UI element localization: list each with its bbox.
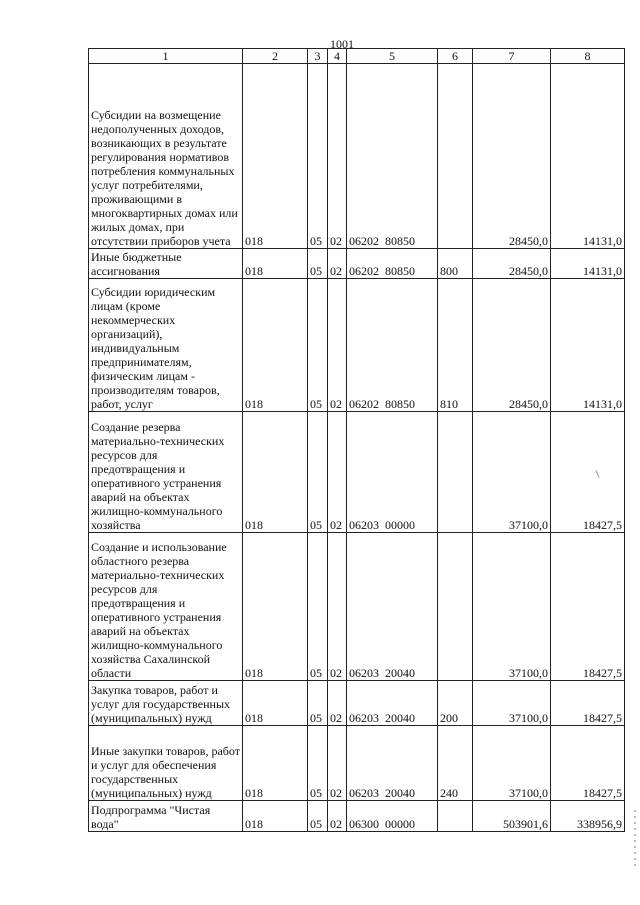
row-amount-1: 28450,0 (473, 279, 551, 412)
header-cell: 6 (438, 49, 473, 64)
row-article: 06202 80850 (347, 249, 438, 279)
row-amount-2: 338956,9 (551, 801, 625, 832)
header-cell: 3 (308, 49, 328, 64)
row-amount-1: 37100,0 (473, 726, 551, 801)
row-subsection: 02 (328, 249, 347, 279)
row-section: 05 (308, 726, 328, 801)
row-amount-1: 28450,0 (473, 64, 551, 249)
row-amount-2: 14131,0 (551, 249, 625, 279)
header-cell: 5 (347, 49, 438, 64)
row-ministry: 018 (243, 801, 308, 832)
row-expense-type (438, 533, 473, 681)
row-section: 05 (308, 412, 328, 533)
row-subsection: 02 (328, 412, 347, 533)
row-ministry: 018 (243, 279, 308, 412)
row-amount-1: 37100,0 (473, 412, 551, 533)
row-amount-2: 18427,5 (551, 533, 625, 681)
row-article: 06300 00000 (347, 801, 438, 832)
header-cell: 1 (89, 49, 243, 64)
row-ministry: 018 (243, 726, 308, 801)
row-subsection: 02 (328, 726, 347, 801)
row-name: Создание резерва материально-технических ресурсов для предотвращения и оперативного устранения аварий на объектах жилищно-коммунального хозяйства (89, 412, 243, 533)
row-article: 06202 80850 (347, 279, 438, 412)
table-row (89, 249, 625, 279)
table-row (89, 412, 625, 533)
row-section: 05 (308, 801, 328, 832)
row-amount-2: 14131,0 (551, 279, 625, 412)
row-section: 05 (308, 249, 328, 279)
row-expense-type: 800 (438, 249, 473, 279)
header-cell: 2 (243, 49, 308, 64)
table-row (89, 533, 625, 681)
table-header-row (89, 49, 625, 64)
header-cell: 4 (328, 49, 347, 64)
row-amount-2: 14131,0 (551, 64, 625, 249)
scan-edge-artifact (634, 810, 636, 870)
page-number-text: 1001 (330, 37, 354, 51)
row-name: Иные бюджетные ассигнования (89, 249, 243, 279)
row-expense-type: 200 (438, 681, 473, 726)
row-subsection: 02 (328, 533, 347, 681)
row-ministry: 018 (243, 681, 308, 726)
row-subsection: 02 (328, 279, 347, 412)
row-expense-type (438, 412, 473, 533)
row-name: Иные закупки товаров, работ и услуг для обеспечения государственных (муниципальных) нужд (89, 726, 243, 801)
header-cell: 7 (473, 49, 551, 64)
table-row (89, 801, 625, 832)
row-name: Создание и использование областного резерва материально-технических ресурсов для предотвращения и оперативного устранения аварий на объектах жилищно-коммунального хозяйства Сахалинской области (89, 533, 243, 681)
row-name: Субсидии юридическим лицам (кроме некоммерческих организаций), индивидуальным предпринимателям, физическим лицам - производителям товаров, работ, услуг (89, 279, 243, 412)
row-subsection: 02 (328, 681, 347, 726)
row-name: Закупка товаров, работ и услуг для государственных (муниципальных) нужд (89, 681, 243, 726)
table-row (89, 279, 625, 412)
row-amount-2: 18427,5 (551, 412, 625, 533)
row-expense-type (438, 801, 473, 832)
row-amount-1: 28450,0 (473, 249, 551, 279)
row-article: 06203 20040 (347, 726, 438, 801)
row-expense-type: 810 (438, 279, 473, 412)
row-article: 06202 80850 (347, 64, 438, 249)
row-article: 06203 20040 (347, 533, 438, 681)
row-amount-2: 18427,5 (551, 681, 625, 726)
row-section: 05 (308, 279, 328, 412)
row-subsection: 02 (328, 801, 347, 832)
row-amount-2: 18427,5 (551, 726, 625, 801)
table-row (89, 681, 625, 726)
row-name: Субсидии на возмещение недополученных доходов, возникающих в результате регулирования нормативов потребления коммунальных услуг потребителями, проживающими в многоквартирных домах или жилых домах, при отсутствии приборов учета (89, 64, 243, 249)
row-section: 05 (308, 533, 328, 681)
row-ministry: 018 (243, 412, 308, 533)
row-ministry: 018 (243, 249, 308, 279)
budget-table (88, 48, 625, 832)
row-name: Подпрограмма "Чистая вода" (89, 801, 243, 832)
header-cell: 8 (551, 49, 625, 64)
row-subsection: 02 (328, 64, 347, 249)
row-ministry: 018 (243, 533, 308, 681)
row-section: 05 (308, 681, 328, 726)
table-row (89, 64, 625, 249)
row-article: 06203 00000 (347, 412, 438, 533)
row-amount-1: 503901,6 (473, 801, 551, 832)
row-article: 06203 20040 (347, 681, 438, 726)
row-ministry: 018 (243, 64, 308, 249)
row-amount-1: 37100,0 (473, 681, 551, 726)
row-expense-type (438, 64, 473, 249)
row-section: 05 (308, 64, 328, 249)
row-amount-1: 37100,0 (473, 533, 551, 681)
row-expense-type: 240 (438, 726, 473, 801)
table-row (89, 726, 625, 801)
